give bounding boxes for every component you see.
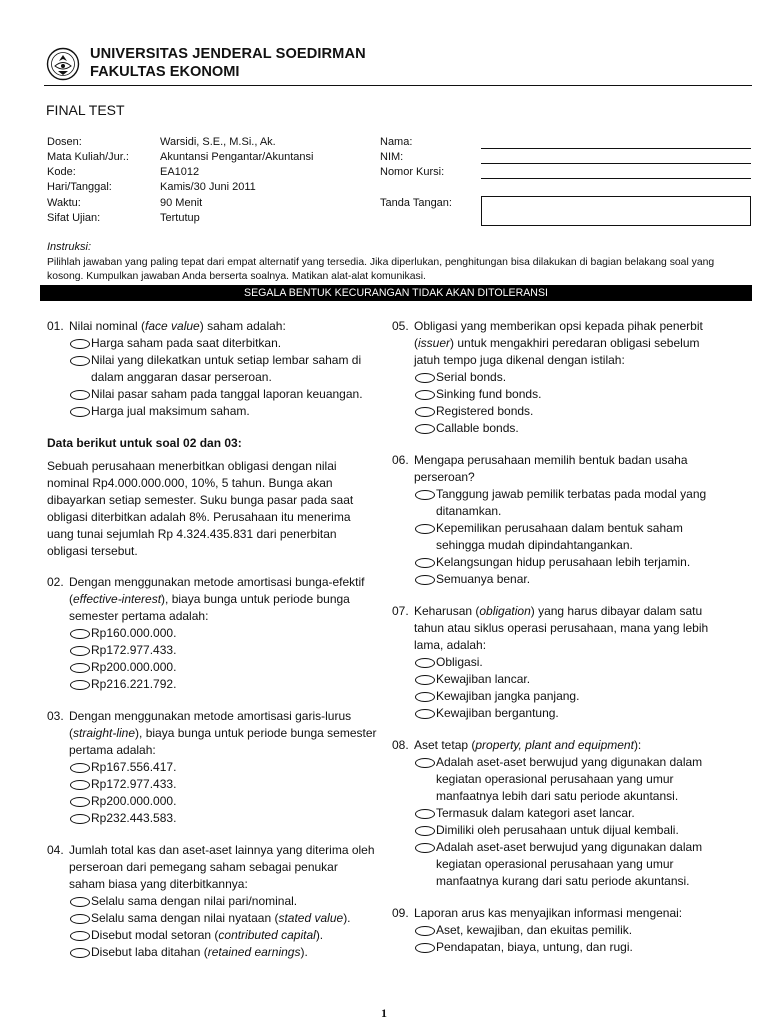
question-stem (392, 905, 717, 922)
answer-option-text: Dimiliki oleh perusahaan untuk dijual kembali. (436, 823, 679, 837)
university-name: UNIVERSITAS JENDERAL SOEDIRMAN (90, 46, 366, 62)
answer-option[interactable] (47, 910, 377, 927)
question-stem (392, 318, 717, 369)
nim-field[interactable] (481, 163, 751, 164)
answer-option[interactable] (47, 944, 377, 961)
answer-option[interactable] (392, 939, 717, 956)
kursi-label: Nomor Kursi: (380, 166, 445, 178)
question-03 (47, 708, 377, 827)
instructions-title: Instruksi: (47, 241, 92, 253)
question-01 (47, 318, 377, 420)
page-number: 1 (381, 1006, 387, 1020)
question-08 (392, 737, 717, 890)
question-number: 09. (392, 906, 409, 920)
answer-option[interactable] (47, 335, 377, 352)
answer-bubble-icon[interactable] (70, 897, 90, 907)
answer-bubble-icon[interactable] (415, 809, 435, 819)
answer-option-text: Adalah aset-aset berwujud yang digunakan dalam kegiatan operasional perusahaan yang umur manfaatnya kurang dari satu periode akuntansi. (436, 840, 703, 888)
waktu-label: Waktu: (47, 197, 81, 209)
nama-field[interactable] (481, 148, 751, 149)
question-number: 01. (47, 319, 64, 333)
nama-label: Nama: (380, 136, 413, 148)
matkul-label: Mata Kuliah/Jur.: (47, 151, 129, 163)
answer-bubble-icon[interactable] (70, 339, 90, 349)
faculty-name: FAKULTAS EKONOMI (90, 64, 240, 80)
answer-option[interactable] (47, 893, 377, 910)
answer-bubble-icon[interactable] (415, 373, 435, 383)
answer-bubble-icon[interactable] (70, 356, 90, 366)
answer-option-text: Rp216.221.792. (91, 677, 177, 691)
answer-bubble-icon[interactable] (415, 926, 435, 936)
answer-option[interactable] (392, 403, 717, 420)
question-stem (392, 603, 717, 654)
answer-option[interactable] (392, 571, 717, 588)
answer-option-text: Harga jual maksimum saham. (91, 404, 250, 418)
question-number: 02. (47, 575, 64, 589)
answer-option-text: Sinking fund bonds. (436, 387, 542, 401)
kode-label: Kode: (47, 166, 76, 178)
answer-option[interactable] (392, 705, 717, 722)
answer-bubble-icon[interactable] (415, 658, 435, 668)
question-04 (47, 842, 377, 961)
answer-bubble-icon[interactable] (70, 646, 90, 656)
answer-option[interactable] (392, 805, 717, 822)
answer-bubble-icon[interactable] (415, 490, 435, 500)
answer-option[interactable] (392, 822, 717, 839)
question-number: 07. (392, 604, 409, 618)
answer-option[interactable] (392, 671, 717, 688)
answer-bubble-icon[interactable] (415, 575, 435, 585)
warning-banner: SEGALA BENTUK KECURANGAN TIDAK AKAN DITOLERANSI (40, 285, 752, 301)
question-text: Mengapa perusahaan memilih bentuk badan usaha perseroan? (414, 453, 688, 484)
answer-option-text: Nilai yang dilekatkan untuk setiap lembar saham di dalam anggaran dasar perseroan. (91, 353, 362, 384)
answer-bubble-icon[interactable] (415, 692, 435, 702)
answer-option-text: Disebut laba ditahan (retained earnings). (91, 945, 308, 959)
answer-option[interactable] (47, 386, 377, 403)
answer-bubble-icon[interactable] (70, 780, 90, 790)
answer-option-text: Serial bonds. (436, 370, 507, 384)
question-text: Dengan menggunakan metode amortisasi garis-lurus (straight-line), biaya bunga untuk periode bunga semester pertama adalah: (69, 709, 377, 757)
letterhead (44, 44, 752, 86)
answer-option[interactable] (47, 676, 377, 693)
answer-option-text: Obligasi. (436, 655, 483, 669)
questions-right-column (392, 318, 717, 971)
question-stem (392, 737, 717, 754)
answer-option-text: Semuanya benar. (436, 572, 531, 586)
answer-bubble-icon[interactable] (70, 680, 90, 690)
answer-option[interactable] (47, 793, 377, 810)
question-stem (47, 842, 377, 893)
answer-option[interactable] (47, 659, 377, 676)
nim-label: NIM: (380, 151, 404, 163)
answer-option-text: Rp160.000.000. (91, 626, 177, 640)
answer-option-text: Selalu sama dengan nilai nyataan (stated value). (91, 911, 351, 925)
answer-option[interactable] (392, 520, 717, 554)
answer-option-text: Kewajiban bergantung. (436, 706, 559, 720)
answer-option-text: Kelangsungan hidup perusahaan lebih terjamin. (436, 555, 691, 569)
answer-option-text: Rp167.556.417. (91, 760, 177, 774)
answer-option-text: Nilai pasar saham pada tanggal laporan keuangan. (91, 387, 363, 401)
question-06 (392, 452, 717, 588)
answer-option[interactable] (392, 922, 717, 939)
question-number: 04. (47, 843, 64, 857)
answer-option-text: Rp232.443.583. (91, 811, 177, 825)
answer-option[interactable] (47, 642, 377, 659)
question-stem (47, 708, 377, 759)
answer-option-text: Pendapatan, biaya, untung, dan rugi. (436, 940, 633, 954)
data-section-text: Sebuah perusahaan menerbitkan obligasi dengan nilai nominal Rp4.000.000.000, 10%, 5 tahun. Bunga akan dibayarkan setiap semester. Suku bunga pasar pada saat obligasi diterbitkan adalah 8%. Perusahaan itu menerima uang tunai sejumlah Rp 4.324.435.831 dari penerbitan obligasi tersebut. (47, 459, 354, 558)
answer-bubble-icon[interactable] (415, 424, 435, 434)
answer-bubble-icon[interactable] (70, 663, 90, 673)
question-number: 08. (392, 738, 409, 752)
question-07 (392, 603, 717, 722)
question-text: Dengan menggunakan metode amortisasi bunga-efektif (effective-interest), biaya bunga untuk periode bunga semester pertama adalah: (69, 575, 365, 623)
sifat-value: Tertutup (160, 212, 200, 224)
answer-bubble-icon[interactable] (415, 390, 435, 400)
answer-option[interactable] (47, 810, 377, 827)
answer-option[interactable] (392, 688, 717, 705)
instructions-text: Pilihlah jawaban yang paling tepat dari empat alternatif yang tersedia. Jika diperlukan, penghitungan bisa dilakukan di bagian belakang soal yang kosong. Kumpulkan jawaban Anda berserta soalnya. Matikan alat-alat komunikasi. (47, 257, 715, 282)
answer-bubble-icon[interactable] (415, 758, 435, 768)
question-text: Keharusan (obligation) yang harus dibayar dalam satu tahun atau siklus operasi perusahaan, mana yang lebih lama, adalah: (414, 604, 709, 652)
answer-option-text: Termasuk dalam kategori aset lancar. (436, 806, 635, 820)
kursi-field[interactable] (481, 178, 751, 179)
question-number: 05. (392, 319, 409, 333)
sifat-label: Sifat Ujian: (47, 212, 101, 224)
answer-bubble-icon[interactable] (70, 390, 90, 400)
answer-bubble-icon[interactable] (70, 797, 90, 807)
answer-option-text: Kewajiban lancar. (436, 672, 531, 686)
question-02 (47, 574, 377, 693)
answer-option-text: Aset, kewajiban, dan ekuitas pemilik. (436, 923, 633, 937)
answer-option[interactable] (47, 352, 377, 386)
answer-bubble-icon[interactable] (415, 943, 435, 953)
question-stem (47, 574, 377, 625)
answer-option[interactable] (392, 369, 717, 386)
answer-bubble-icon[interactable] (70, 407, 90, 417)
answer-option[interactable] (392, 486, 717, 520)
answer-option-text: Disebut modal setoran (contributed capital). (91, 928, 324, 942)
answer-bubble-icon[interactable] (415, 558, 435, 568)
answer-option[interactable] (47, 759, 377, 776)
answer-bubble-icon[interactable] (415, 826, 435, 836)
question-05 (392, 318, 717, 437)
answer-option-text: Callable bonds. (436, 421, 519, 435)
answer-option[interactable] (47, 625, 377, 642)
kode-value: EA1012 (160, 166, 200, 178)
answer-bubble-icon[interactable] (70, 814, 90, 824)
answer-bubble-icon[interactable] (415, 675, 435, 685)
university-seal-icon (46, 47, 80, 81)
answer-bubble-icon[interactable] (70, 931, 90, 941)
answer-option[interactable] (392, 754, 717, 805)
answer-option-text: Registered bonds. (436, 404, 534, 418)
waktu-value: 90 Menit (160, 197, 203, 209)
answer-option[interactable] (392, 654, 717, 671)
hari-value: Kamis/30 Juni 2011 (160, 181, 256, 193)
answer-bubble-icon[interactable] (70, 629, 90, 639)
question-text: Laporan arus kas menyajikan informasi mengenai: (414, 906, 683, 920)
answer-bubble-icon[interactable] (415, 843, 435, 853)
answer-option[interactable] (47, 927, 377, 944)
exam-info-left (47, 135, 367, 230)
question-text: Aset tetap (property, plant and equipment): (414, 738, 642, 752)
question-number: 06. (392, 453, 409, 467)
answer-bubble-icon[interactable] (70, 948, 90, 958)
exam-title: FINAL TEST (46, 102, 125, 118)
question-stem (47, 318, 377, 335)
ttd-label: Tanda Tangan: (380, 197, 452, 209)
answer-option[interactable] (392, 386, 717, 403)
answer-option-text: Rp172.977.433. (91, 643, 177, 657)
answer-bubble-icon[interactable] (70, 763, 90, 773)
question-number: 03. (47, 709, 64, 723)
dosen-value: Warsidi, S.E., M.Si., Ak. (160, 136, 276, 148)
answer-option-text: Rp200.000.000. (91, 660, 177, 674)
answer-option[interactable] (392, 554, 717, 571)
answer-option-text: Kepemilikan perusahaan dalam bentuk saham sehingga mudah dipindahtangankan. (436, 521, 683, 552)
question-text: Jumlah total kas dan aset-aset lainnya yang diterima oleh perseroan dari pemegang saham sebagai penukar saham biasa yang diterbitkannya: (69, 843, 375, 891)
answer-option[interactable] (392, 420, 717, 437)
answer-bubble-icon[interactable] (70, 914, 90, 924)
data-section-heading: Data berikut untuk soal 02 dan 03: (47, 436, 242, 450)
answer-option-text: Rp200.000.000. (91, 794, 177, 808)
question-text: Nilai nominal (face value) saham adalah: (69, 319, 286, 333)
matkul-value: Akuntansi Pengantar/Akuntansi (160, 151, 314, 163)
answer-option-text: Adalah aset-aset berwujud yang digunakan dalam kegiatan operasional perusahaan yang umur manfaatnya lebih dari satu periode akuntansi. (436, 755, 703, 803)
dosen-label: Dosen: (47, 136, 82, 148)
answer-option[interactable] (392, 839, 717, 890)
answer-bubble-icon[interactable] (415, 709, 435, 719)
question-09 (392, 905, 717, 956)
question-text: Obligasi yang memberikan opsi kepada pihak penerbit (issuer) untuk mengakhiri peredaran obligasi sebelum jatuh tempo juga dikenal dengan istilah: (414, 319, 703, 367)
answer-option-text: Selalu sama dengan nilai pari/nominal. (91, 894, 298, 908)
answer-bubble-icon[interactable] (415, 407, 435, 417)
answer-bubble-icon[interactable] (415, 524, 435, 534)
answer-option-text: Kewajiban jangka panjang. (436, 689, 580, 703)
answer-option[interactable] (47, 403, 377, 420)
questions-left-column (47, 318, 377, 976)
answer-option-text: Harga saham pada saat diterbitkan. (91, 336, 282, 350)
signature-box[interactable] (481, 196, 751, 226)
hari-label: Hari/Tanggal: (47, 181, 112, 193)
answer-option-text: Rp172.977.433. (91, 777, 177, 791)
answer-option-text: Tanggung jawab pemilik terbatas pada modal yang ditanamkan. (436, 487, 707, 518)
question-stem (392, 452, 717, 486)
answer-option[interactable] (47, 776, 377, 793)
